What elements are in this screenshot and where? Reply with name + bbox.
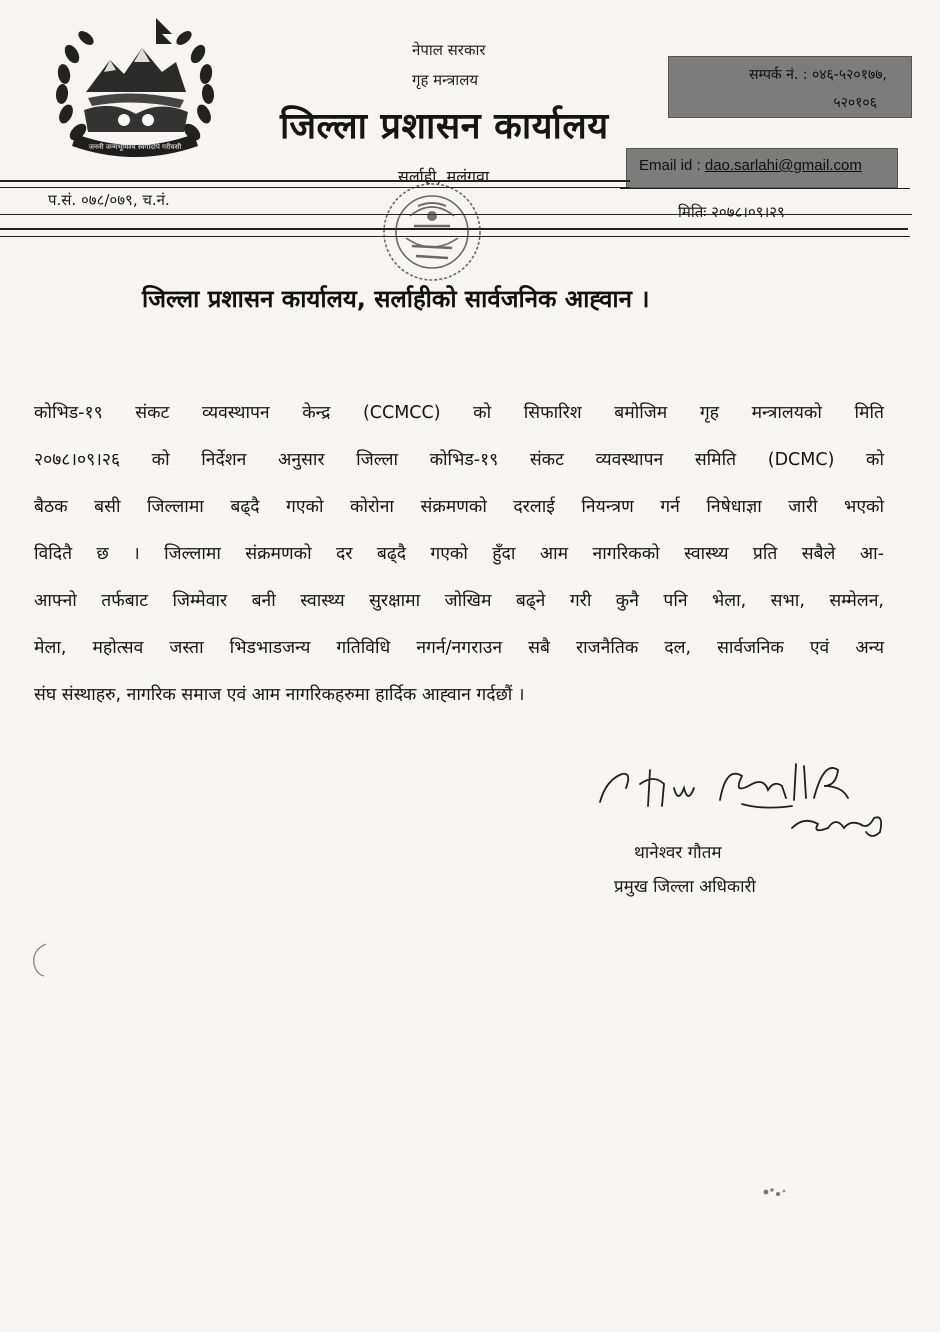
signatory-name: थानेश्वर गौतम bbox=[634, 843, 722, 863]
paper-speck-icon bbox=[758, 1182, 794, 1202]
signatory-title: प्रमुख जिल्ला अधिकारी bbox=[614, 877, 756, 897]
emblem-motto: जननी जन्मभूमिश्च स्वर्गादपि गरीयसी bbox=[88, 143, 182, 151]
notice-line: कोभिड-१९ संकट व्यवस्थापन केन्द्र (CCMCC) को सिफारिश बमोजिम गृह मन्त्रालयको मिति bbox=[34, 403, 884, 423]
reference-number: प.सं. ०७८/०७९, च.नं. bbox=[48, 191, 170, 209]
contact-phone-line-2: ५२०१०६ bbox=[833, 95, 877, 111]
notice-line: मेला, महोत्सव जस्ता भिडभाडजन्य गतिविधि नगर्न/नगराउन सबै राजनैतिक दल, सार्वजनिक एवं अन्य bbox=[34, 638, 884, 658]
ministry-name: गृह मन्त्रालय bbox=[412, 71, 479, 89]
office-stamp-icon bbox=[370, 176, 500, 288]
government-name: नेपाल सरकार bbox=[412, 41, 486, 59]
contact-phone-box bbox=[668, 56, 912, 118]
letter-date: मितिः २०७८।०९।२९ bbox=[678, 203, 785, 221]
contact-email-box bbox=[626, 148, 898, 188]
office-location: सर्लाही, मलंगवा bbox=[398, 167, 490, 186]
notice-line: संघ संस्थाहरु, नागरिक समाज एवं आम नागरिकहरुमा हार्दिक आह्‍वान गर्दछौं । bbox=[34, 685, 525, 705]
nepal-emblem-icon bbox=[52, 14, 218, 162]
email-link[interactable]: dao.sarlahi@gmail.com bbox=[704, 157, 862, 174]
email-label: Email id : bbox=[639, 157, 701, 174]
header-rule-top bbox=[0, 180, 630, 182]
header-rule-right bbox=[620, 188, 910, 189]
notice-heading: जिल्ला प्रशासन कार्यालय, सर्लाहीको सार्वजनिक आह्‍वान । bbox=[142, 285, 650, 313]
contact-phone-line-1: सम्पर्क नं. : ०४६-५२०१७७, bbox=[749, 67, 887, 83]
notice-line: बैठक बसी जिल्लामा बढ्दै गएको कोरोना संक्रमणको दरलाई नियन्त्रण गर्न निषेधाज्ञा जारी भएको bbox=[34, 497, 884, 517]
office-title: जिल्ला प्रशासन कार्यालय bbox=[280, 106, 609, 147]
notice-line: विदितै छ । जिल्लामा संक्रमणको दर बढ्दै गएको हुँदा आम नागरिकको स्वास्थ्य प्रति सबैले आ- bbox=[34, 544, 884, 564]
paper-mark-icon bbox=[26, 940, 56, 980]
notice-body bbox=[34, 390, 884, 719]
notice-line: २०७८।०९।२६ को निर्देशन अनुसार जिल्ला कोभिड-१९ संकट व्यवस्थापन समिति (DCMC) को bbox=[34, 450, 884, 470]
notice-line: आफ्नो तर्फबाट जिम्मेवार बनी स्वास्थ्य सुरक्षामा जोखिम बढ्ने गरी कुनै पनि भेला, सभा, सम्मेलन, bbox=[34, 591, 884, 611]
header-rule-top-thin bbox=[0, 187, 630, 188]
